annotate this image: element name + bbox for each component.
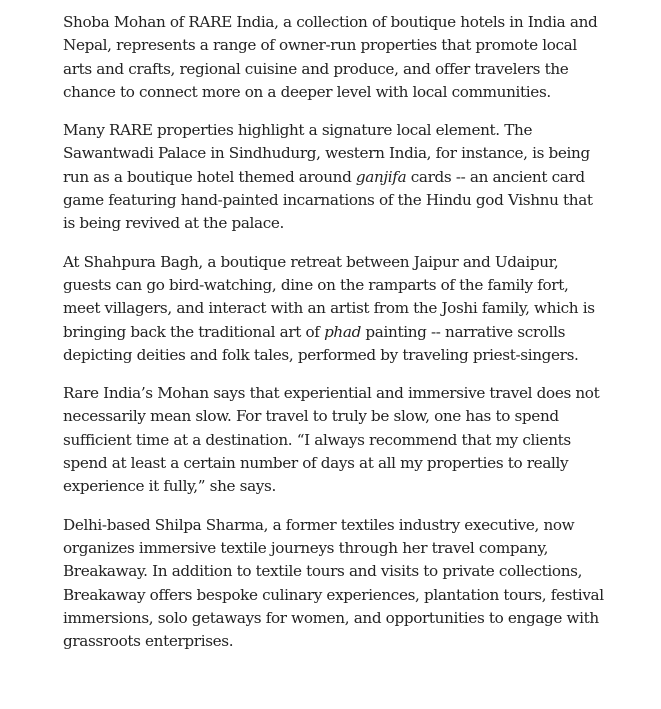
paragraph-text: At Shahpura Bagh, a boutique retreat between Jaipur and Udaipur, guests can go bird-watching, dine on the ramparts of the family fort, meet villagers, and interact with an artist from the Joshi family, which is bringing back the traditional art of (63, 252, 595, 341)
paragraph-sawantwadi-palace (63, 119, 608, 235)
paragraph-text: painting -- narrative scrolls depicting deities and folk tales, performed by traveling priest-singers. (63, 322, 579, 364)
paragraph-mohan-quote (63, 382, 608, 498)
italic-term-phad: phad (324, 322, 361, 341)
paragraph-text: Shoba Mohan of RARE India, a collection of boutique hotels in India and Nepal, represents a range of owner-run properties that promote local arts and crafts, regional cuisine and produce, and offer travelers the chance to connect more on a deeper level with local communities. (63, 13, 598, 101)
paragraph-shilpa-sharma (63, 514, 608, 654)
paragraph-text: Delhi-based Shilpa Sharma, a former textiles industry executive, now organizes immersive textile journeys through her travel company, Breakaway. In addition to textile tours and visits to private collections, Breakaway offers bespoke culinary experiences, plantation tours, festival immersions, solo getaways for women, and opportunities to engage with grassroots enterprises. (63, 515, 604, 651)
paragraph-shahpura-bagh (63, 251, 608, 367)
paragraph-text: Rare India’s Mohan says that experiential and immersive travel does not necessarily mean slow. For travel to truly be slow, one has to spend sufficient time at a destination. “I always recommend that my clients spend at least a certain number of days at all my properties to really experience it fully,” she says. (63, 384, 600, 496)
paragraph-shoba-mohan (63, 11, 608, 104)
italic-term-ganjifa: ganjifa (355, 167, 407, 186)
paragraph-text: Many RARE properties highlight a signature local element. The Sawantwadi Palace in Sindhudurg, western India, for instance, is being run as a boutique hotel themed around (63, 121, 590, 186)
article-body (63, 11, 608, 668)
paragraph-text: cards -- an ancient card game featuring hand-painted incarnations of the Hindu god Vishnu that is being revived at the palace. (63, 167, 593, 233)
